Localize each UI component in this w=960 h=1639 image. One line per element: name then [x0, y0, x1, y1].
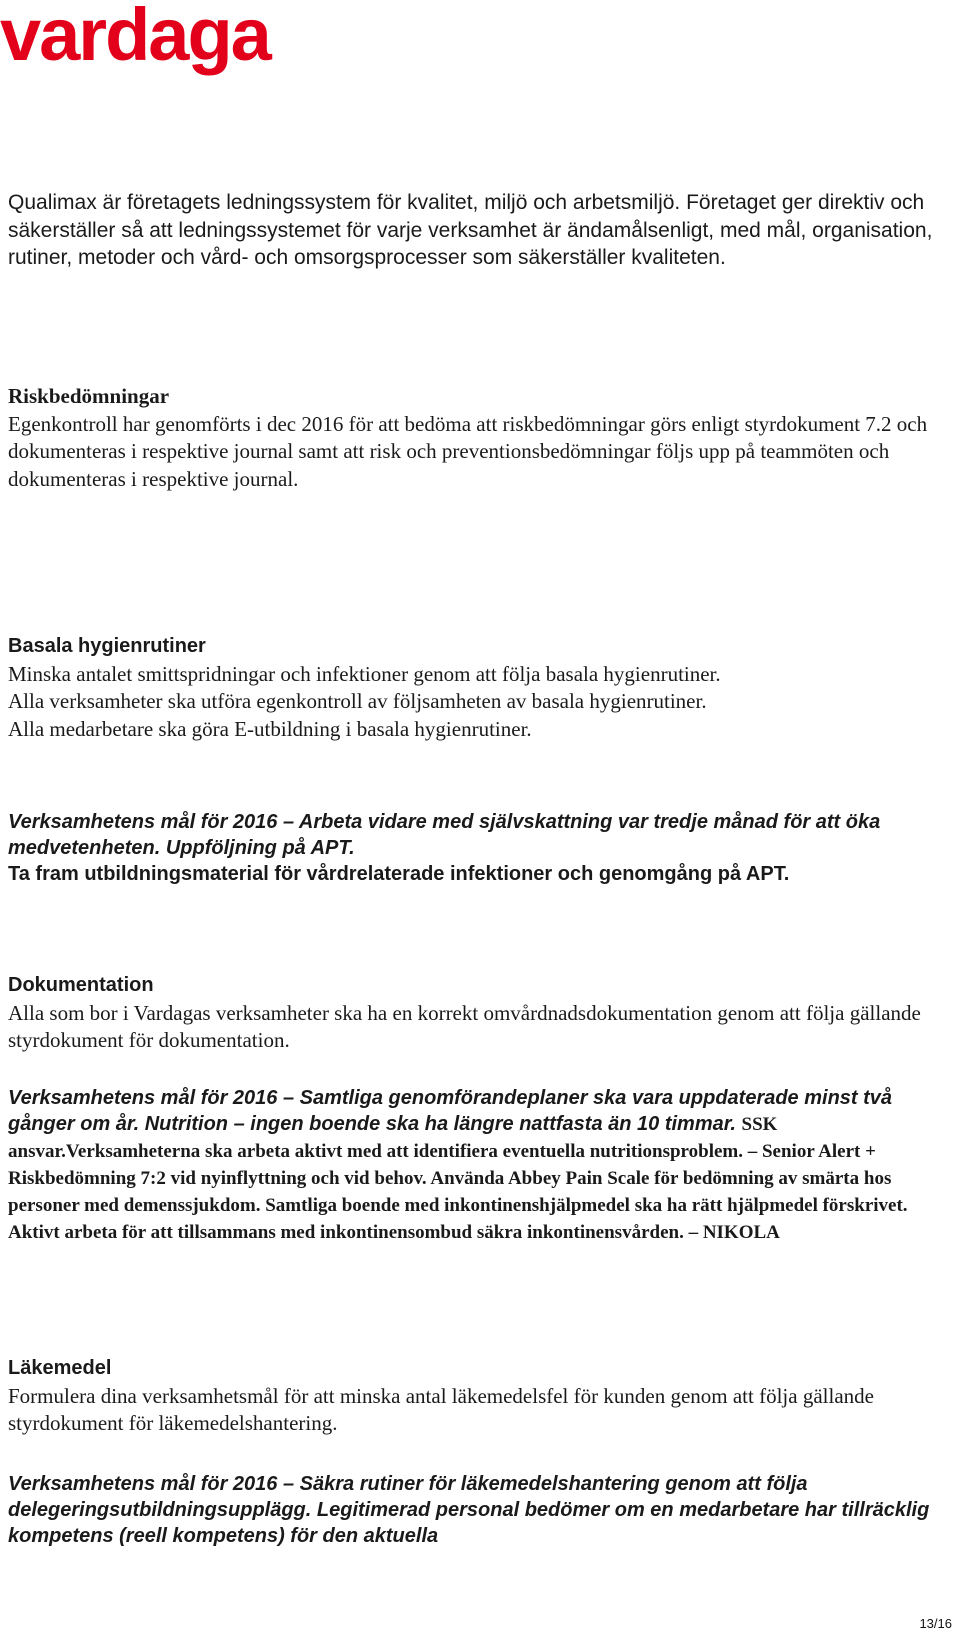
hygiene-heading: Basala hygienrutiner — [8, 635, 206, 657]
hygiene-goal — [8, 809, 948, 887]
medicine-paragraph: Formulera dina verksamhetsmål för att minska antal läkemedelsfel för kunden genom att följa gällande styrdokument för läkemedelshantering. — [8, 1383, 874, 1435]
documentation-goal-dot: . — [730, 1113, 742, 1135]
documentation-goal-italic: Verksamhetens mål för 2016 – Samtliga genomförandeplaner ska vara uppdaterade minst två gånger om år. Nutrition – ingen boende ska ha längre nattfasta än 10 timmar — [8, 1087, 893, 1135]
documentation-goal-ssk: SSK ansvar. — [8, 1114, 778, 1162]
intro-section — [8, 189, 948, 272]
risk-heading: Riskbedömningar — [8, 384, 170, 408]
documentation-paragraph: Alla som bor i Vardagas verksamheter ska ha en korrekt omvårdnadsdokumentation genom att följa gällande styrdokument för dokumentation. — [8, 1000, 921, 1052]
medicine-goal-italic: Verksamhetens mål för 2016 – Säkra rutiner för läkemedelshantering genom att följa delegeringsutbildningsupplägg. Legitimerad personal bedömer om en medarbetare har tillräcklig kompetens (reell kompetens) för den aktuella — [8, 1473, 930, 1547]
medicine-heading: Läkemedel — [8, 1357, 112, 1379]
medicine-goal — [8, 1471, 948, 1549]
documentation-goal-rest: Verksamheterna ska arbeta aktivt med att identifiera eventuella nutritionsproblem. – Senior Alert + Riskbedömning 7:2 vid nyinflyttning och vid behov. Använda Abbey Pain Scale för bedömning av smärta hos personer med demenssjukdom. Samtliga boende med inkontinenshjälpmedel ska ha rätt hjälpmedel förskrivet. Aktivt arbeta för att tillsammans med inkontinensombud säkra inkontinensvården. – NIKOLA — [8, 1141, 908, 1243]
hygiene-line: Minska antalet smittspridningar och infektioner genom att följa basala hygienrutiner. — [8, 661, 721, 686]
documentation-heading: Dokumentation — [8, 974, 154, 996]
hygiene-line: Alla medarbetare ska göra E-utbildning i basala hygienrutiner. — [8, 716, 532, 741]
hygiene-goal-bold: Ta fram utbildningsmaterial för vårdrelaterade infektioner och genomgång på APT. — [8, 863, 790, 885]
risk-paragraph: Egenkontroll har genomförts i dec 2016 för att bedöma att riskbedömningar görs enligt styrdokument 7.2 och dokumenteras i respektive journal samt att risk och preventionsbedömningar följs upp på teammöten och dokumenteras i respektive journal. — [8, 411, 928, 491]
vardaga-logo — [0, 0, 310, 90]
page-number: 13/16 — [919, 1616, 952, 1631]
risk-section — [8, 383, 948, 493]
hygiene-goal-italic: Verksamhetens mål för 2016 – Arbeta vidare med självskattning var tredje månad för att öka medvetenheten. Uppföljning på APT. — [8, 811, 881, 859]
documentation-section — [8, 972, 948, 1055]
hygiene-section — [8, 633, 948, 743]
hygiene-line: Alla verksamheter ska utföra egenkontroll av följsamheten av basala hygienrutiner. — [8, 689, 707, 713]
medicine-section — [8, 1355, 948, 1438]
documentation-goal — [8, 1085, 948, 1246]
intro-paragraph: Qualimax är företagets ledningssystem för kvalitet, miljö och arbetsmiljö. Företaget ger direktiv och säkerställer så att ledningssystemet för varje verksamhet är ändamålsenligt, med mål, organisation, rutiner, metoder och vård- och omsorgsprocesser som säkerställer kvaliteten. — [8, 191, 933, 269]
logo-wordmark: vardaga — [0, 0, 270, 76]
